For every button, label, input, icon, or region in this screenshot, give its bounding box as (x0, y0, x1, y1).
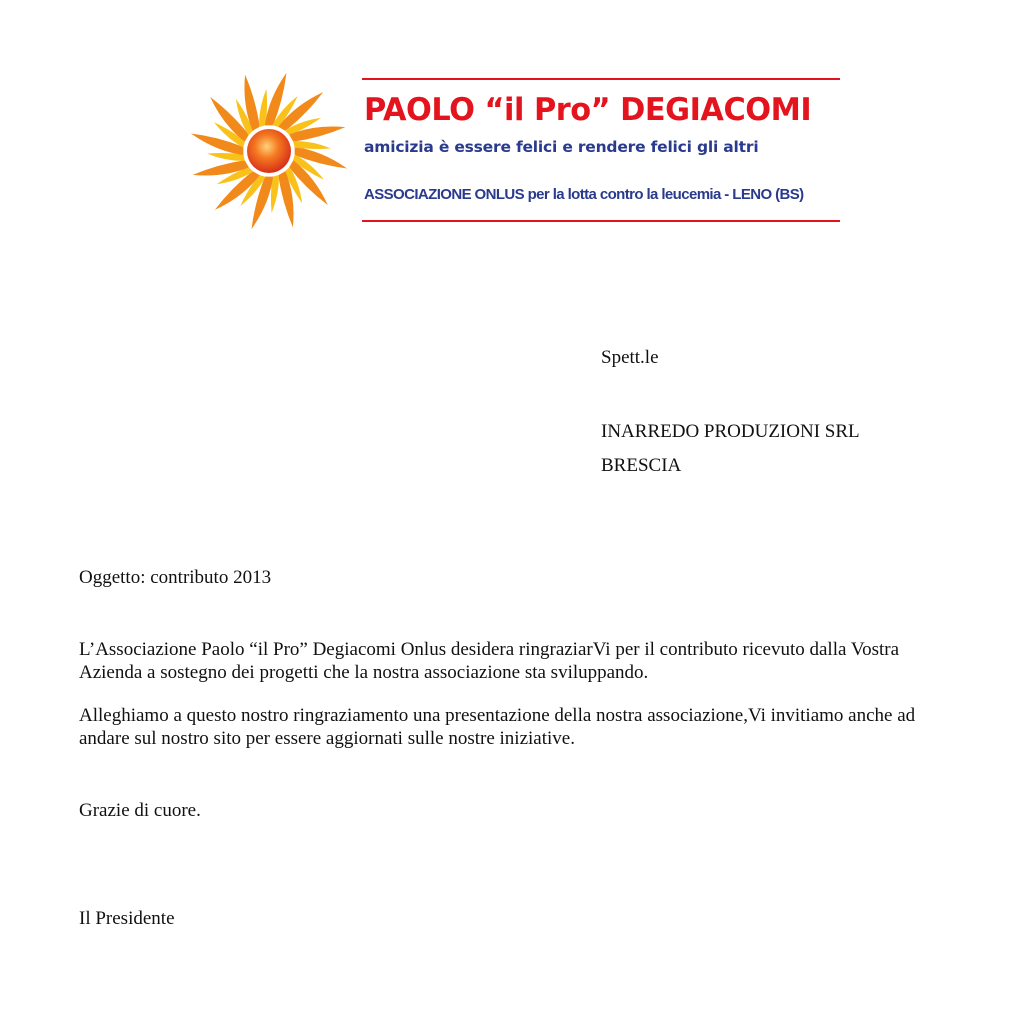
recipient-company: INARREDO PRODUZIONI SRL (601, 421, 860, 442)
recipient-city: BRESCIA (601, 455, 682, 476)
body-paragraph: Alleghiamo a questo nostro ringraziamento una presentazione della nostra associazione,Vi invitiamo anche ad andare sul nostro sito per essere aggiornati sulle nostre iniziative. (79, 705, 916, 749)
letterhead (186, 66, 846, 238)
letterhead-top-rule (362, 78, 840, 80)
recipient-salutation: Spett.le (601, 347, 659, 368)
closing-line: Grazie di cuore. (79, 800, 201, 821)
subject-line: Oggetto: contributo 2013 (79, 567, 272, 588)
sun-icon (186, 66, 352, 236)
brand-association: ASSOCIAZIONE ONLUS per la lotta contro la leucemia - LENO (BS) (364, 186, 804, 203)
brand-block (362, 78, 842, 224)
letterhead-bottom-rule (362, 220, 840, 222)
brand-motto: amicizia è essere felici e rendere felici gli altri (364, 138, 759, 156)
brand-name: PAOLO “il Pro” DEGIACOMI (364, 92, 812, 128)
signature-title: Il Presidente (79, 908, 175, 929)
body-paragraph: L’Associazione Paolo “il Pro” Degiacomi Onlus desidera ringraziarVi per il contributo ricevuto dalla Vostra Azienda a sostegno dei progetti che la nostra associazione sta sviluppando. (79, 639, 900, 683)
sun-ray (293, 141, 331, 149)
